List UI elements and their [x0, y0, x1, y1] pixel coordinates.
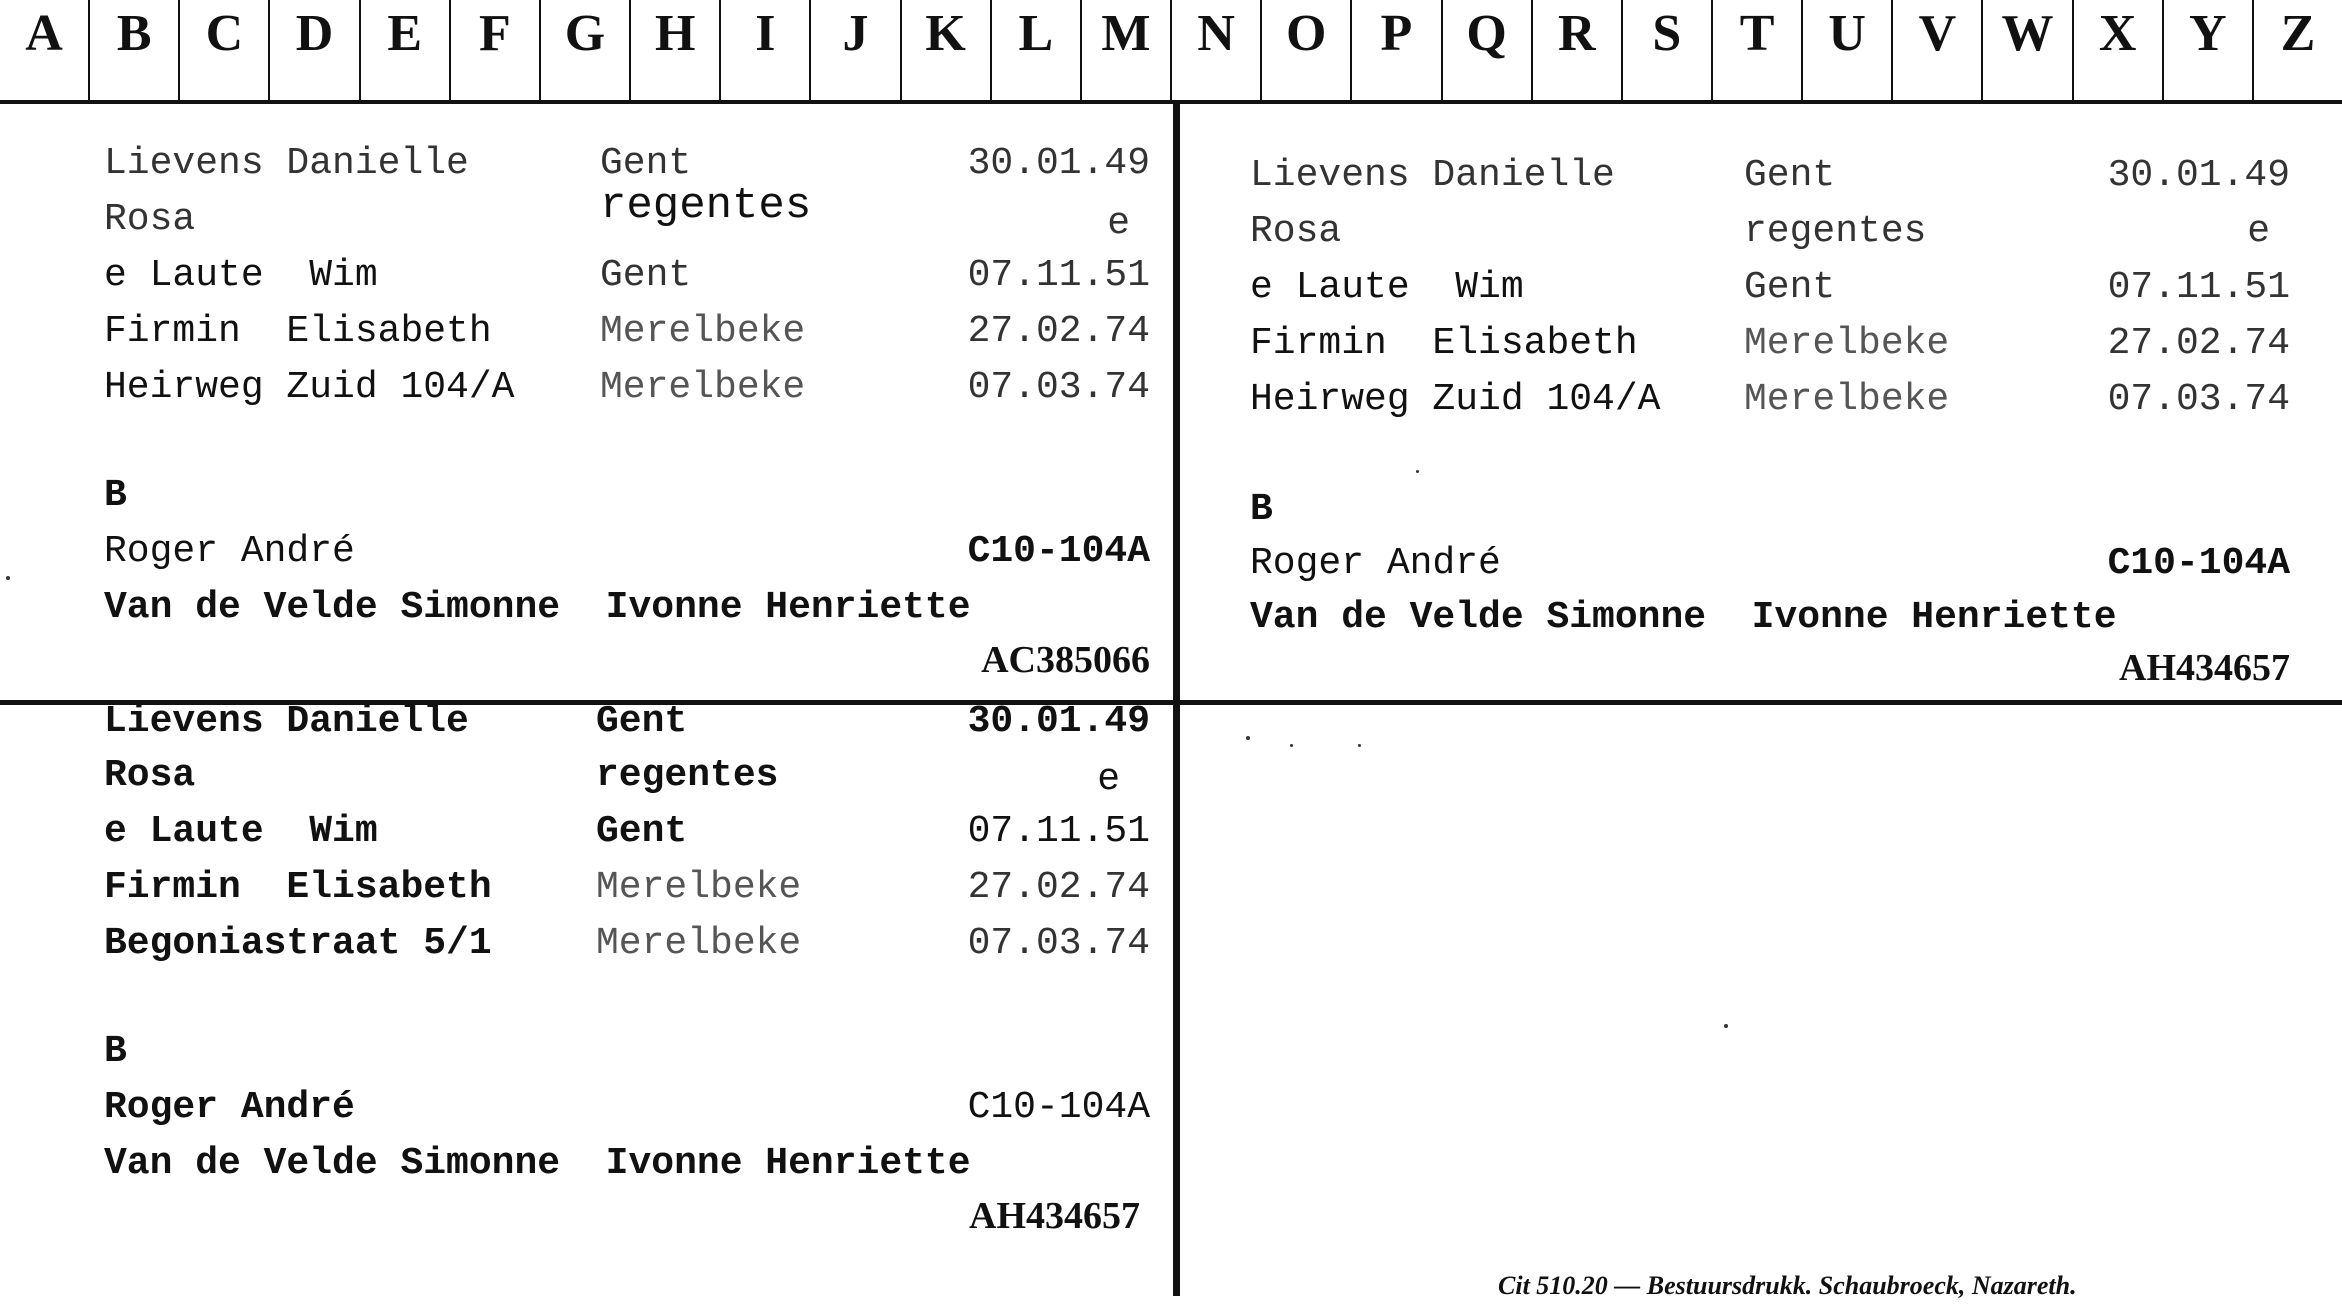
- card-section-letter: B: [104, 474, 127, 517]
- tab-letter: Y: [2162, 0, 2252, 104]
- print-speck: [6, 576, 10, 580]
- card-address: Begoniastraat 5/1: [104, 922, 492, 965]
- card-name-line: Firmin Elisabeth: [1250, 322, 1638, 365]
- card-code: C10-104A: [967, 530, 1150, 573]
- card-date: e: [1097, 758, 1120, 801]
- card-date: 30.01.49: [967, 142, 1150, 185]
- tab-letter: X: [2072, 0, 2162, 104]
- card-id-number: AC385066: [981, 639, 1150, 681]
- tab-letter: W: [1981, 0, 2071, 104]
- printer-imprint: Cit 510.20 — Bestuursdrukk. Schaubroeck, Nazareth.: [1498, 1271, 2077, 1300]
- card-partner: Van de Velde Simonne Ivonne Henriette: [104, 1142, 971, 1185]
- card-place: Merelbeke: [1744, 322, 1950, 365]
- card-place: regentes: [1744, 210, 1927, 253]
- card-person: Roger André: [104, 530, 355, 573]
- card-partner: Van de Velde Simonne Ivonne Henriette: [1250, 596, 2117, 639]
- card-date: e: [1107, 202, 1130, 245]
- card-place: Merelbeke: [600, 366, 806, 409]
- tab-letter: V: [1891, 0, 1981, 104]
- card-section-letter: B: [1250, 488, 1273, 531]
- card-name-line: Lievens Danielle: [104, 142, 469, 185]
- card-date: 07.03.74: [2107, 378, 2290, 421]
- tab-letter: D: [268, 0, 358, 104]
- card-id-number: AH434657: [2119, 647, 2290, 689]
- print-speck: [1724, 1024, 1728, 1028]
- tab-letter: B: [88, 0, 178, 104]
- tab-letter: P: [1350, 0, 1440, 104]
- tab-letter: S: [1621, 0, 1711, 104]
- card-date: 07.03.74: [967, 922, 1150, 965]
- card-date: 07.11.51: [2107, 266, 2290, 309]
- tab-letter: J: [809, 0, 899, 104]
- tab-letter: I: [719, 0, 809, 104]
- alphabet-index-tabs: [0, 0, 2342, 104]
- card-person: Roger André: [104, 1086, 355, 1129]
- card-place: Merelbeke: [600, 310, 806, 353]
- tab-letter: F: [449, 0, 539, 104]
- card-date: 27.02.74: [2107, 322, 2290, 365]
- card-place: Gent: [600, 142, 692, 185]
- card-place: Merelbeke: [596, 866, 802, 909]
- card-place: regentes: [596, 754, 779, 797]
- tab-letter: Q: [1441, 0, 1531, 104]
- card-place: Gent: [596, 700, 688, 743]
- card-name-line: e Laute Wim: [1250, 266, 1524, 309]
- card-place: regentes: [600, 181, 812, 231]
- card-date: 27.02.74: [967, 866, 1150, 909]
- print-speck: [1290, 744, 1293, 747]
- tab-letter: K: [900, 0, 990, 104]
- tab-letter: G: [539, 0, 629, 104]
- card-date: 27.02.74: [967, 310, 1150, 353]
- card-id-number: AH434657: [969, 1195, 1140, 1237]
- print-speck: [1358, 744, 1361, 747]
- card-date: 07.11.51: [967, 810, 1150, 853]
- card-code: C10-104A: [967, 1086, 1150, 1129]
- card-place: Gent: [600, 254, 692, 297]
- tab-letter: R: [1531, 0, 1621, 104]
- tab-letter: L: [990, 0, 1080, 104]
- card-code: C10-104A: [2107, 542, 2290, 585]
- card-section-letter: B: [104, 1030, 127, 1073]
- card-place: Gent: [1744, 154, 1836, 197]
- card-name-line: Rosa: [1250, 210, 1342, 253]
- tab-letter: C: [178, 0, 268, 104]
- print-speck: [1416, 470, 1419, 473]
- card-date: e: [2247, 210, 2270, 253]
- card-partner: Van de Velde Simonne Ivonne Henriette: [104, 586, 971, 629]
- tab-letter: E: [359, 0, 449, 104]
- card-name-line: Lievens Danielle: [104, 700, 469, 743]
- card-place: Merelbeke: [596, 922, 802, 965]
- tab-letter: A: [25, 5, 63, 62]
- tab-letter: O: [1260, 0, 1350, 104]
- card-name-line: Rosa: [104, 754, 196, 797]
- tab-letter: N: [1170, 0, 1260, 104]
- card-name-line: Firmin Elisabeth: [104, 866, 492, 909]
- card-place: Gent: [596, 810, 688, 853]
- card-place: Gent: [1744, 266, 1836, 309]
- card-name-line: Firmin Elisabeth: [104, 310, 492, 353]
- card-person: Roger André: [1250, 542, 1501, 585]
- card-date: 30.01.49: [967, 700, 1150, 743]
- tab-letter: M: [1080, 0, 1170, 104]
- card-date: 07.03.74: [967, 366, 1150, 409]
- tab-letter: Z: [2252, 0, 2342, 104]
- card-name-line: Lievens Danielle: [1250, 154, 1615, 197]
- card-date: 07.11.51: [967, 254, 1150, 297]
- tab-letter: H: [629, 0, 719, 104]
- card-address: Heirweg Zuid 104/A: [1250, 378, 1661, 421]
- card-place: Merelbeke: [1744, 378, 1950, 421]
- print-speck: [1246, 736, 1250, 740]
- card-name-line: e Laute Wim: [104, 254, 378, 297]
- tab-letter: U: [1801, 0, 1891, 104]
- card-name-line: Rosa: [104, 198, 196, 241]
- card-name-line: e Laute Wim: [104, 810, 378, 853]
- tab-letter: T: [1711, 0, 1801, 104]
- card-address: Heirweg Zuid 104/A: [104, 366, 515, 409]
- card-date: 30.01.49: [2107, 154, 2290, 197]
